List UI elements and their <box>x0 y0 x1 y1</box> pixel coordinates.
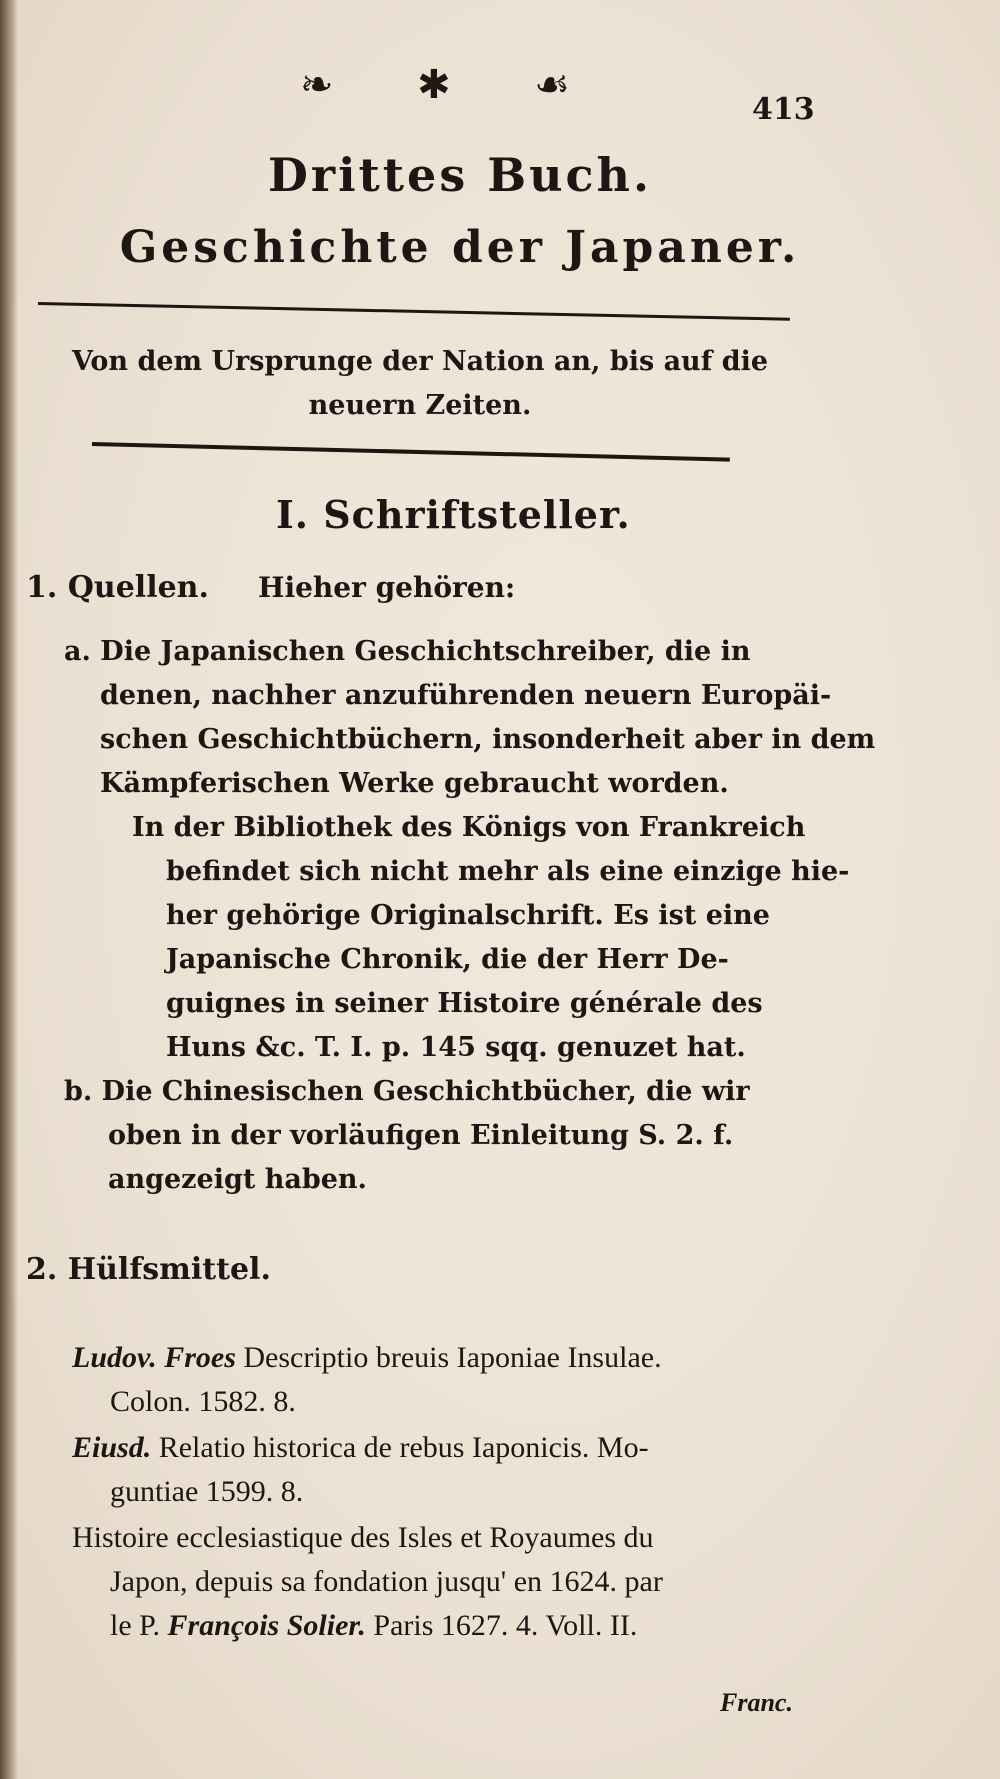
source-intro: Hieher gehören: <box>258 571 516 604</box>
text-line: Japon, depuis sa fondation jusqu' en 1624. par <box>110 1565 663 1598</box>
text-line: schen Geschichtbüchern, insonderheit aber in dem <box>100 724 876 755</box>
header-ornament <box>300 55 570 115</box>
text-line: oben in der vorläufigen Einleitung S. 2. f. <box>108 1120 734 1151</box>
divider-rule <box>38 302 790 321</box>
source-heading: 1. Quellen. <box>26 570 209 605</box>
book-title: Drittes Buch. <box>267 148 653 202</box>
text-line: Huns &c. T. I. p. 145 sqq. genuzet hat. <box>166 1032 746 1063</box>
text-line: a. Die Japanischen Geschichtschreiber, die in <box>64 636 751 667</box>
text-line: her gehörige Originalschrift. Es ist eine <box>166 900 770 931</box>
text-line: guignes in seiner Histoire générale des <box>166 988 763 1019</box>
text-line: Kämpferischen Werke gebraucht worden. <box>100 768 729 799</box>
catchword: Franc. <box>720 1688 793 1717</box>
text-line: befindet sich nicht mehr als eine einzige hie- <box>166 856 850 887</box>
text-line: In der Bibliothek des Königs von Frankreich <box>132 812 806 843</box>
reference-entry <box>72 1338 662 1378</box>
reference-entry <box>110 1606 637 1646</box>
reference-imprint: Paris 1627. 4. Voll. II. <box>373 1609 638 1642</box>
text-line: Histoire ecclesiastique des Isles et Royaumes du <box>72 1521 654 1554</box>
subtitle-line: neuern Zeiten. <box>308 390 532 421</box>
text-line: b. Die Chinesischen Geschichtbücher, die wir <box>64 1076 750 1107</box>
chapter-subtitle <box>30 340 810 428</box>
reference-prefix: le P. <box>110 1609 161 1642</box>
reference-author: Ludov. Froes <box>72 1341 236 1374</box>
text-line: guntiae 1599. 8. <box>110 1475 304 1508</box>
text-line: angezeigt haben. <box>108 1164 367 1195</box>
ornament-right-icon: ☙ <box>534 62 570 108</box>
chapter-title: Geschichte der Japaner. <box>119 222 801 273</box>
page-number: 413 <box>752 92 815 127</box>
reference-entry <box>72 1428 649 1468</box>
reference-title: Relatio historica de rebus Iaponicis. Mo- <box>158 1431 649 1464</box>
reference-title: Descriptio breuis Iaponiae Insulae. <box>243 1341 662 1374</box>
ornament-center-icon: ✱ <box>417 62 451 108</box>
text-line: Colon. 1582. 8. <box>110 1385 296 1418</box>
reference-author: Eiusd. <box>72 1431 152 1464</box>
aids-heading: 2. Hülfsmittel. <box>26 1252 271 1287</box>
text-line: Japanische Chronik, die der Herr De- <box>166 944 729 975</box>
ornament-left-icon: ❧ <box>300 62 334 108</box>
reference-author: François Solier. <box>167 1609 366 1642</box>
subtitle-line: Von dem Ursprunge der Nation an, bis auf die <box>71 346 769 377</box>
text-line: denen, nachher anzuführenden neuern Europäi- <box>100 680 832 711</box>
section-heading: I. Schriftsteller. <box>276 492 631 537</box>
divider-rule <box>92 442 730 462</box>
